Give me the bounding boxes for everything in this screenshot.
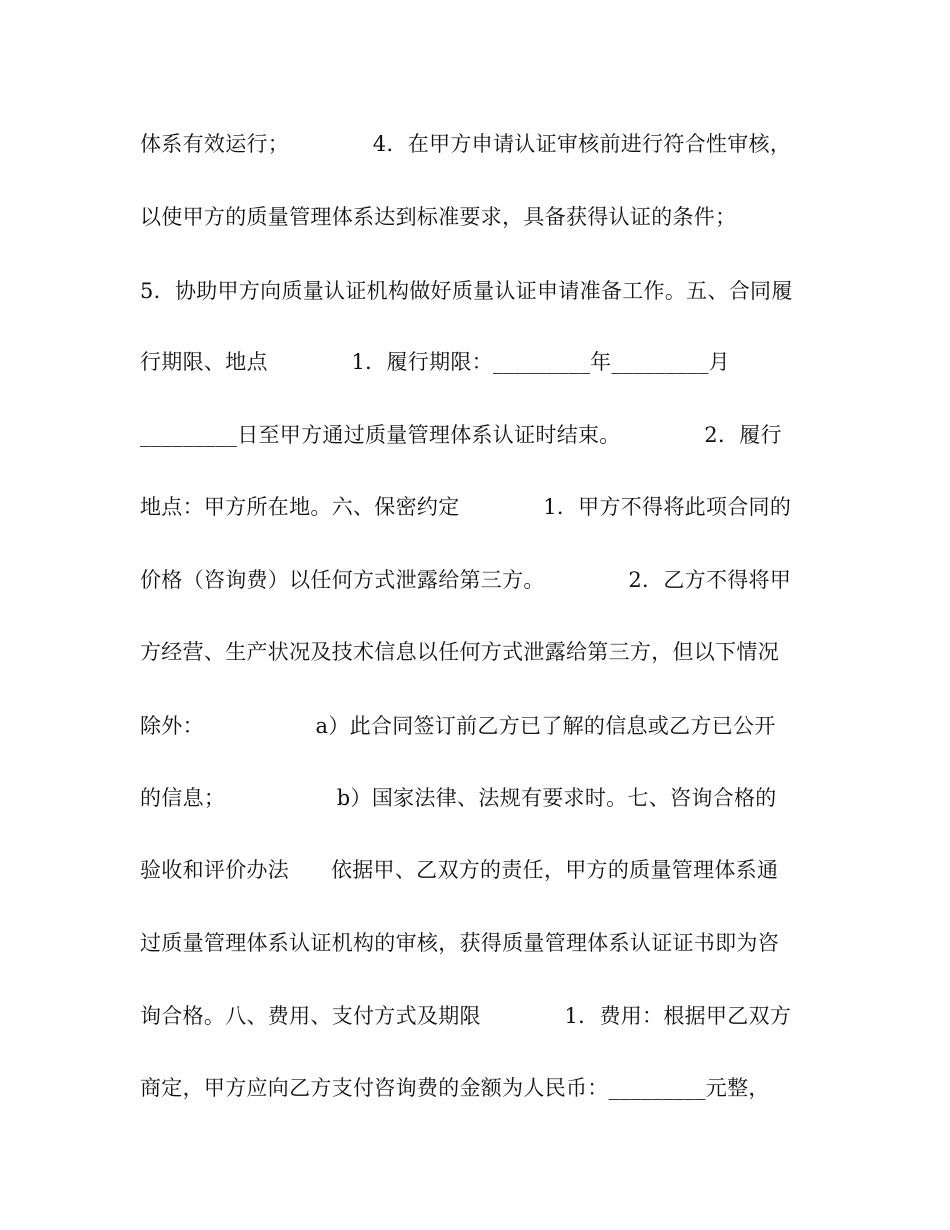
text-line-4: 行期限、地点 1．履行期限：_________年_________月 bbox=[140, 350, 730, 374]
text-line-1: 体系有效运行； 4．在甲方申请认证审核前进行符合性审核， bbox=[140, 132, 792, 156]
text-line-6: 地点：甲方所在地。六、保密约定 1．甲方不得将此项合同的 bbox=[140, 495, 792, 519]
text-line-2: 以使甲方的质量管理体系达到标准要求，具备获得认证的条件； bbox=[140, 205, 737, 229]
text-line-14: 商定，甲方应向乙方支付咨询费的金额为人民币：_________元整， bbox=[140, 1076, 770, 1100]
text-line-7: 价格（咨询费）以任何方式泄露给第三方。 2．乙方不得将甲 bbox=[140, 568, 792, 592]
text-line-5: _________日至甲方通过质量管理体系认证时结束。 2．履行 bbox=[140, 423, 782, 447]
text-line-11: 验收和评价办法 依据甲、乙双方的责任，甲方的质量管理体系通 bbox=[140, 858, 779, 882]
text-line-10: 的信息； b）国家法律、法规有要求时。七、咨询合格的 bbox=[140, 786, 777, 810]
text-line-13: 询合格。八、费用、支付方式及期限 1．费用：根据甲乙双方 bbox=[140, 1004, 792, 1028]
text-line-9: 除外： a）此合同签订前乙方已了解的信息或乙方已公开 bbox=[140, 714, 776, 738]
text-line-8: 方经营、生产状况及技术信息以任何方式泄露给第三方，但以下情况 bbox=[140, 640, 779, 664]
text-line-3: 5．协助甲方向质量认证机构做好质量认证申请准备工作。五、合同履 bbox=[140, 279, 793, 303]
text-line-12: 过质量管理体系认证机构的审核，获得质量管理体系认证证书即为咨 bbox=[140, 931, 779, 955]
